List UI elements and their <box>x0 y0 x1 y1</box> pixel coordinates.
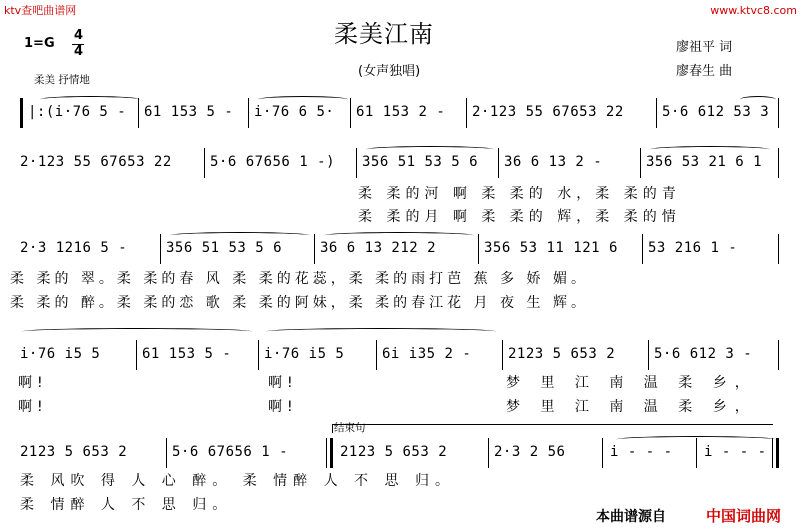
measure: i - - - <box>704 444 767 460</box>
lyrics-verse-2: 柔 柔的 醉。柔 柔的恋 歌 柔 柔的阿妹，柔 柔的春江花 月 夜 生 辉。 <box>10 295 589 311</box>
measure: 53 216 1 - <box>648 240 738 256</box>
measure: 5·6 612 53 3 <box>662 104 770 120</box>
slur <box>170 232 310 239</box>
measure: 2123 5 653 2 <box>508 346 616 362</box>
composer: 廖春生 曲 <box>676 64 733 79</box>
staff-row-1 <box>20 96 780 130</box>
barline <box>356 148 357 178</box>
phrase-slur <box>22 328 252 335</box>
measure: i·76 i5 5 <box>264 346 345 362</box>
lyrics-verse-1: 柔 柔的 翠。柔 柔的春 风 柔 柔的花蕊，柔 柔的雨打芭 蕉 多 娇 媚。 <box>10 271 589 287</box>
slur <box>740 96 776 103</box>
measure: 61 153 2 - <box>356 104 446 120</box>
barline <box>466 98 467 128</box>
source-site: 中国词曲网 <box>706 507 782 525</box>
watermark-left: ktv查吧曲谱网 <box>4 4 77 17</box>
measure: 5·6 612 3 - <box>654 346 753 362</box>
barline <box>488 438 489 468</box>
slur <box>366 146 494 153</box>
barline <box>656 98 657 128</box>
measure: 2123 5 653 2 <box>20 444 128 460</box>
lyrics-verse-1-b: 啊! <box>268 375 298 391</box>
lyrics-verse-2: 柔 柔的月 啊 柔 柔的 辉，柔 柔的情 <box>358 209 681 225</box>
measure: 36 6 13 2 - <box>504 154 603 170</box>
barline <box>778 234 779 264</box>
lyrics-verse-1: 柔 柔的河 啊 柔 柔的 水，柔 柔的青 <box>358 186 681 202</box>
barline <box>166 438 167 468</box>
barline <box>258 340 259 370</box>
slur <box>324 232 474 239</box>
staff-row-3 <box>20 232 780 266</box>
staff-row-2 <box>20 146 780 180</box>
barline <box>248 98 249 128</box>
slur <box>650 146 770 153</box>
measure: 356 53 21 6 1 <box>646 154 763 170</box>
measure: 356 53 11 121 6 <box>484 240 618 256</box>
expression-mark: 柔美 抒情地 <box>34 74 90 86</box>
measure: 356 51 53 5 6 <box>166 240 283 256</box>
barline <box>778 148 779 178</box>
repeat-barline <box>20 98 23 128</box>
barline <box>376 340 377 370</box>
watermark-right: www.ktvc8.com <box>710 4 797 17</box>
barline <box>204 148 205 178</box>
lyrics-verse-2: 柔 情醉 人 不 思 归。 <box>20 497 233 513</box>
time-signature-top: 4 <box>74 28 84 43</box>
measure: i·76 6 5· <box>254 104 335 120</box>
lyricist: 廖祖平 词 <box>676 40 733 55</box>
barline <box>350 98 351 128</box>
measure: i·76 i5 5 <box>20 346 101 362</box>
tie <box>616 436 776 443</box>
slur <box>258 96 348 103</box>
lyrics-verse-1: 柔 风吹 得 人 心 醉。 柔 情醉 人 不 思 归。 <box>20 473 455 489</box>
subtitle: (女声独唱) <box>358 64 421 79</box>
phrase-slur <box>266 328 496 335</box>
measure: 2·3 2 56 <box>494 444 566 460</box>
measure: |:(i·76 5 - <box>28 104 127 120</box>
ending-label: 结束句 <box>334 422 366 434</box>
lyrics-verse-1-c: 梦 里 江 南 温 柔 乡， <box>506 375 757 391</box>
measure: 5·6 67656 1 -) <box>210 154 336 170</box>
song-title: 柔美江南 <box>334 20 434 48</box>
lyrics-verse-2-a: 啊! <box>18 399 48 415</box>
barline <box>478 234 479 264</box>
lyrics-verse-2-b: 啊! <box>268 399 298 415</box>
measure: 2·3 1216 5 - <box>20 240 128 256</box>
time-signature-bottom: 4 <box>74 44 84 59</box>
measure: 2123 5 653 2 <box>340 444 448 460</box>
ending-bracket <box>332 424 773 433</box>
measure: 2·123 55 67653 22 <box>472 104 624 120</box>
final-barline <box>776 438 779 468</box>
measure: 6i i35 2 - <box>382 346 472 362</box>
repeat-barline <box>330 438 333 468</box>
staff-row-5 <box>20 436 780 470</box>
barline <box>502 340 503 370</box>
measure: 2·123 55 67653 22 <box>20 154 172 170</box>
measure: 61 153 5 - <box>144 104 234 120</box>
barline <box>640 148 641 178</box>
lyrics-verse-2-c: 梦 里 江 南 温 柔 乡， <box>506 399 757 415</box>
measure: 61 153 5 - <box>142 346 232 362</box>
lyrics-verse-1-a: 啊! <box>18 375 48 391</box>
barline <box>160 234 161 264</box>
measure: 356 51 53 5 6 <box>362 154 479 170</box>
staff-row-4 <box>20 338 780 372</box>
barline <box>642 234 643 264</box>
key-signature: 1=G <box>24 36 55 51</box>
barline <box>648 340 649 370</box>
barline <box>778 340 779 370</box>
barline <box>314 234 315 264</box>
measure: 5·6 67656 1 - <box>172 444 289 460</box>
measure: i - - - <box>610 444 673 460</box>
barline <box>602 438 603 468</box>
source-label: 本曲谱源自 <box>596 509 666 525</box>
barline <box>136 340 137 370</box>
barline <box>778 98 779 128</box>
measure: 36 6 13 212 2 <box>320 240 437 256</box>
barline <box>498 148 499 178</box>
slur <box>40 96 140 103</box>
barline <box>326 438 327 468</box>
